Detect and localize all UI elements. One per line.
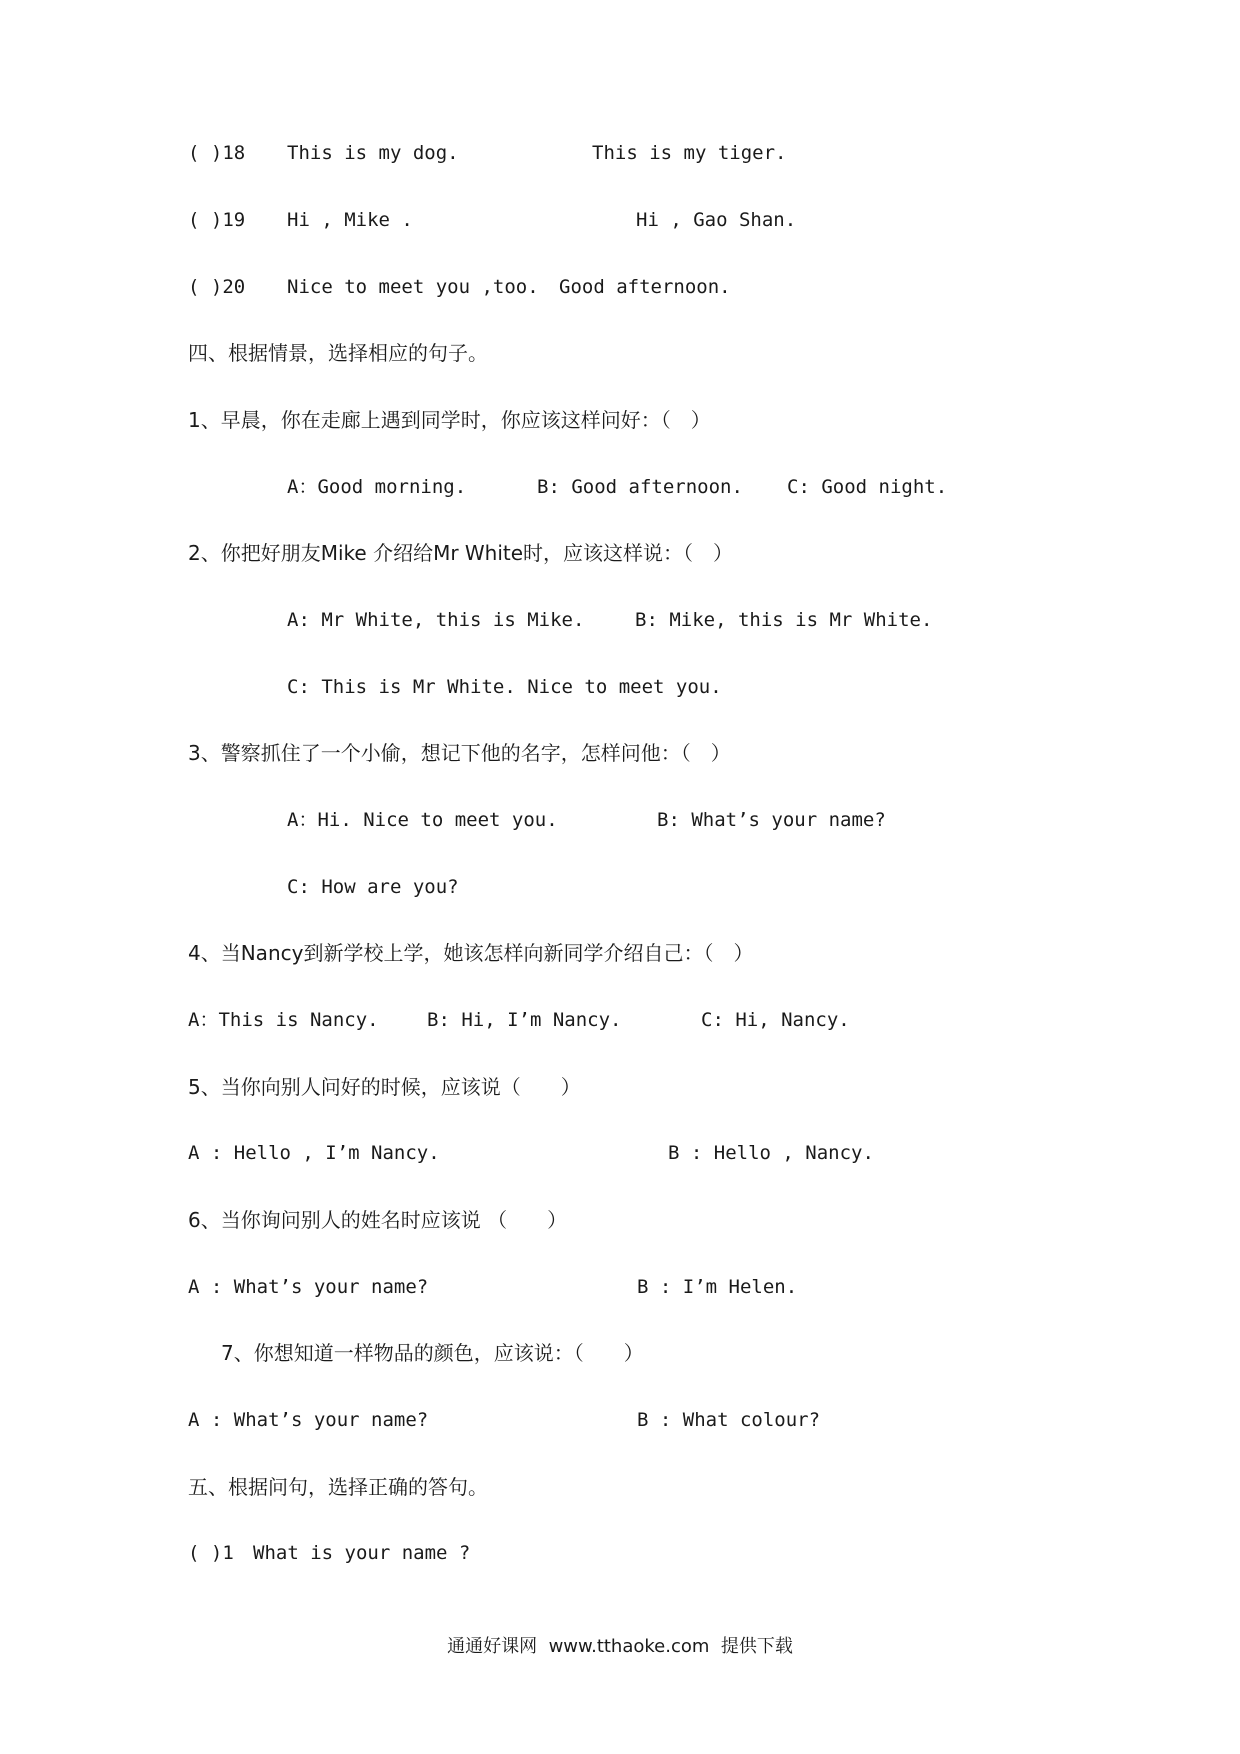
s4-q2-option-a: A: Mr White, this is Mike. — [287, 609, 585, 631]
section4-heading: 四、根据情景，选择相应的句子。 — [188, 341, 488, 365]
s4-q6-option-a: A : What’s your name? — [188, 1276, 429, 1298]
s4-q6-option-b: B : I’m Helen. — [637, 1276, 798, 1298]
q18-option-a: This is my dog. — [287, 142, 459, 164]
q18-option-b: This is my tiger. — [592, 142, 787, 164]
s4-q2-option-c: C: This is Mr White. Nice to meet you. — [287, 676, 722, 698]
s4-q5-stem: 5、当你向别人问好的时候，应该说（ ） — [188, 1075, 581, 1099]
q20-option-a: Nice to meet you ,too. — [287, 276, 539, 298]
section5-heading: 五、根据问句，选择正确的答句。 — [188, 1475, 488, 1499]
q18-paren: ( )18 — [188, 142, 246, 164]
s4-q6-stem: 6、当你询问别人的姓名时应该说 （ ） — [188, 1208, 568, 1232]
s4-q5-option-b: B : Hello , Nancy. — [668, 1142, 874, 1164]
s4-q2-stem: 2、你把好朋友Mike 介绍给Mr White时，应该这样说：（ ） — [188, 541, 734, 565]
q19-option-b: Hi , Gao Shan. — [636, 209, 797, 231]
s4-q4-option-a: A：This is Nancy. — [188, 1009, 379, 1031]
page-footer: 通通好课网 www.tthaoke.com 提供下载 — [447, 1636, 793, 1657]
s4-q7-option-a: A : What’s your name? — [188, 1409, 429, 1431]
s4-q3-option-a: A：Hi. Nice to meet you. — [287, 809, 558, 831]
s4-q7-option-b: B : What colour? — [637, 1409, 821, 1431]
q19-option-a: Hi , Mike . — [287, 209, 413, 231]
s4-q3-stem: 3、警察抓住了一个小偷，想记下他的名字，怎样问他：（ ） — [188, 741, 731, 765]
s4-q1-stem: 1、早晨，你在走廊上遇到同学时，你应该这样问好：（ ） — [188, 408, 711, 432]
s4-q2-option-b: B: Mike, this is Mr White. — [635, 609, 933, 631]
s4-q3-option-c: C: How are you? — [287, 876, 459, 898]
s4-q4-option-c: C: Hi, Nancy. — [701, 1009, 850, 1031]
s4-q1-option-c: C: Good night. — [787, 476, 948, 498]
s4-q4-stem: 4、当Nancy到新学校上学，她该怎样向新同学介绍自己：（ ） — [188, 941, 754, 965]
s4-q7-stem: 7、你想知道一样物品的颜色，应该说：（ ） — [221, 1341, 644, 1365]
s4-q3-option-b: B: What’s your name? — [657, 809, 886, 831]
s5-q1-text: What is your name ? — [253, 1542, 471, 1564]
q19-paren: ( )19 — [188, 209, 246, 231]
s5-q1-paren: ( )1 — [188, 1542, 234, 1564]
s4-q1-option-a: A：Good morning. — [287, 476, 467, 498]
s4-q5-option-a: A : Hello , I’m Nancy. — [188, 1142, 440, 1164]
s4-q1-option-b: B: Good afternoon. — [537, 476, 743, 498]
q20-paren: ( )20 — [188, 276, 246, 298]
s4-q4-option-b: B: Hi, I’m Nancy. — [427, 1009, 622, 1031]
q20-option-b: Good afternoon. — [559, 276, 731, 298]
